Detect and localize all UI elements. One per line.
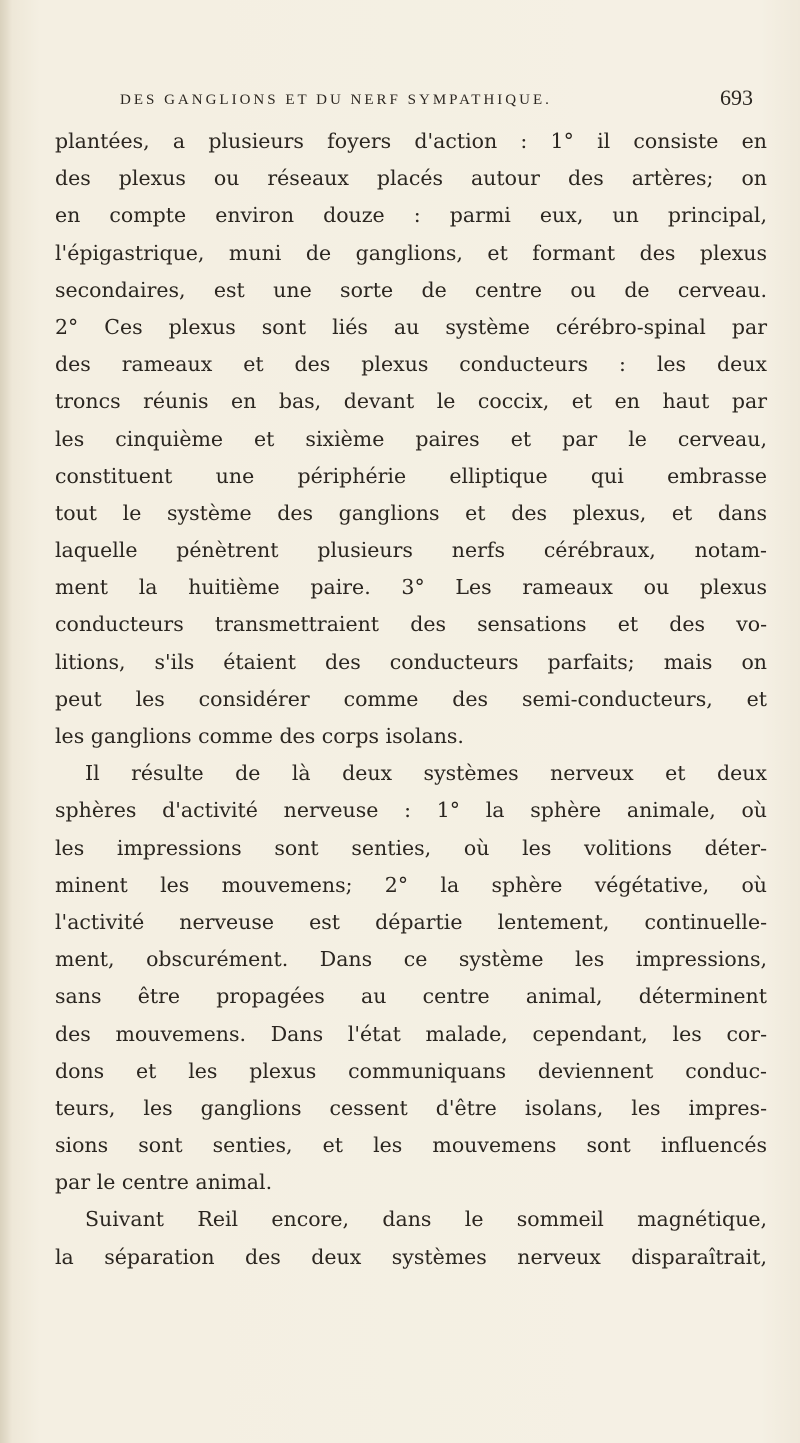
text-line: les cinquième et sixième paires et par le cerveau,: [55, 426, 767, 451]
text-line: Il résulte de là deux systèmes nerveux et deux: [85, 761, 767, 786]
text-line: l'épigastrique, muni de ganglions, et formant des plexus: [55, 240, 767, 265]
text-line: ment, obscurément. Dans ce système les impressions,: [55, 947, 767, 972]
text-line: par le centre animal.: [55, 1170, 273, 1195]
text-line: laquelle pénètrent plusieurs nerfs cérébraux, notam-: [55, 538, 767, 563]
text-line: troncs réunis en bas, devant le coccix, et en haut par: [55, 389, 767, 414]
text-line: dons et les plexus communiquans deviennent conduc-: [55, 1058, 767, 1083]
text-line: constituent une périphérie elliptique qui embrasse: [55, 463, 767, 488]
text-line: la séparation des deux systèmes nerveux disparaîtrait,: [55, 1244, 767, 1269]
body-text: [55, 123, 767, 1276]
page-number: 693: [720, 85, 753, 110]
text-line: teurs, les ganglions cessent d'être isolans, les impres-: [55, 1095, 767, 1120]
text-line: des rameaux et des plexus conducteurs : les deux: [55, 352, 767, 377]
binding-shadow: [0, 0, 12, 1443]
text-line: peut les considérer comme des semi-conducteurs, et: [55, 686, 767, 711]
text-line: litions, s'ils étaient des conducteurs parfaits; mais on: [55, 649, 767, 674]
text-line: tout le système des ganglions et des plexus, et dans: [55, 500, 767, 525]
text-line: en compte environ douze : parmi eux, un principal,: [55, 203, 767, 228]
text-line: les ganglions comme des corps isolans.: [55, 724, 464, 748]
text-line: des mouvemens. Dans l'état malade, cependant, les cor-: [55, 1021, 767, 1046]
text-line: sphères d'activité nerveuse : 1° la sphère animale, où: [55, 798, 767, 823]
text-line: l'activité nerveuse est départie lentement, continuelle-: [55, 909, 767, 934]
text-line: ment la huitième paire. 3° Les rameaux ou plexus: [55, 575, 767, 600]
text-line: les impressions sont senties, où les volitions déter-: [55, 835, 767, 860]
text-line: plantées, a plusieurs foyers d'action : 1° il consiste en: [55, 129, 767, 153]
running-header: DES GANGLIONS ET DU NERF SYMPATHIQUE.: [120, 92, 552, 108]
text-line: 2° Ces plexus sont liés au système cérébro-spinal par: [55, 314, 767, 339]
text-line: des plexus ou réseaux placés autour des artères; on: [55, 166, 767, 191]
text-line: sions sont senties, et les mouvemens sont influencés: [55, 1133, 767, 1158]
text-line: minent les mouvemens; 2° la sphère végétative, où: [55, 872, 767, 897]
text-line: sans être propagées au centre animal, déterminent: [55, 984, 767, 1009]
text-line: Suivant Reil encore, dans le sommeil magnétique,: [85, 1207, 767, 1232]
text-line: secondaires, est une sorte de centre ou de cerveau.: [55, 277, 767, 302]
text-line: conducteurs transmettraient des sensations et des vo-: [55, 612, 767, 637]
